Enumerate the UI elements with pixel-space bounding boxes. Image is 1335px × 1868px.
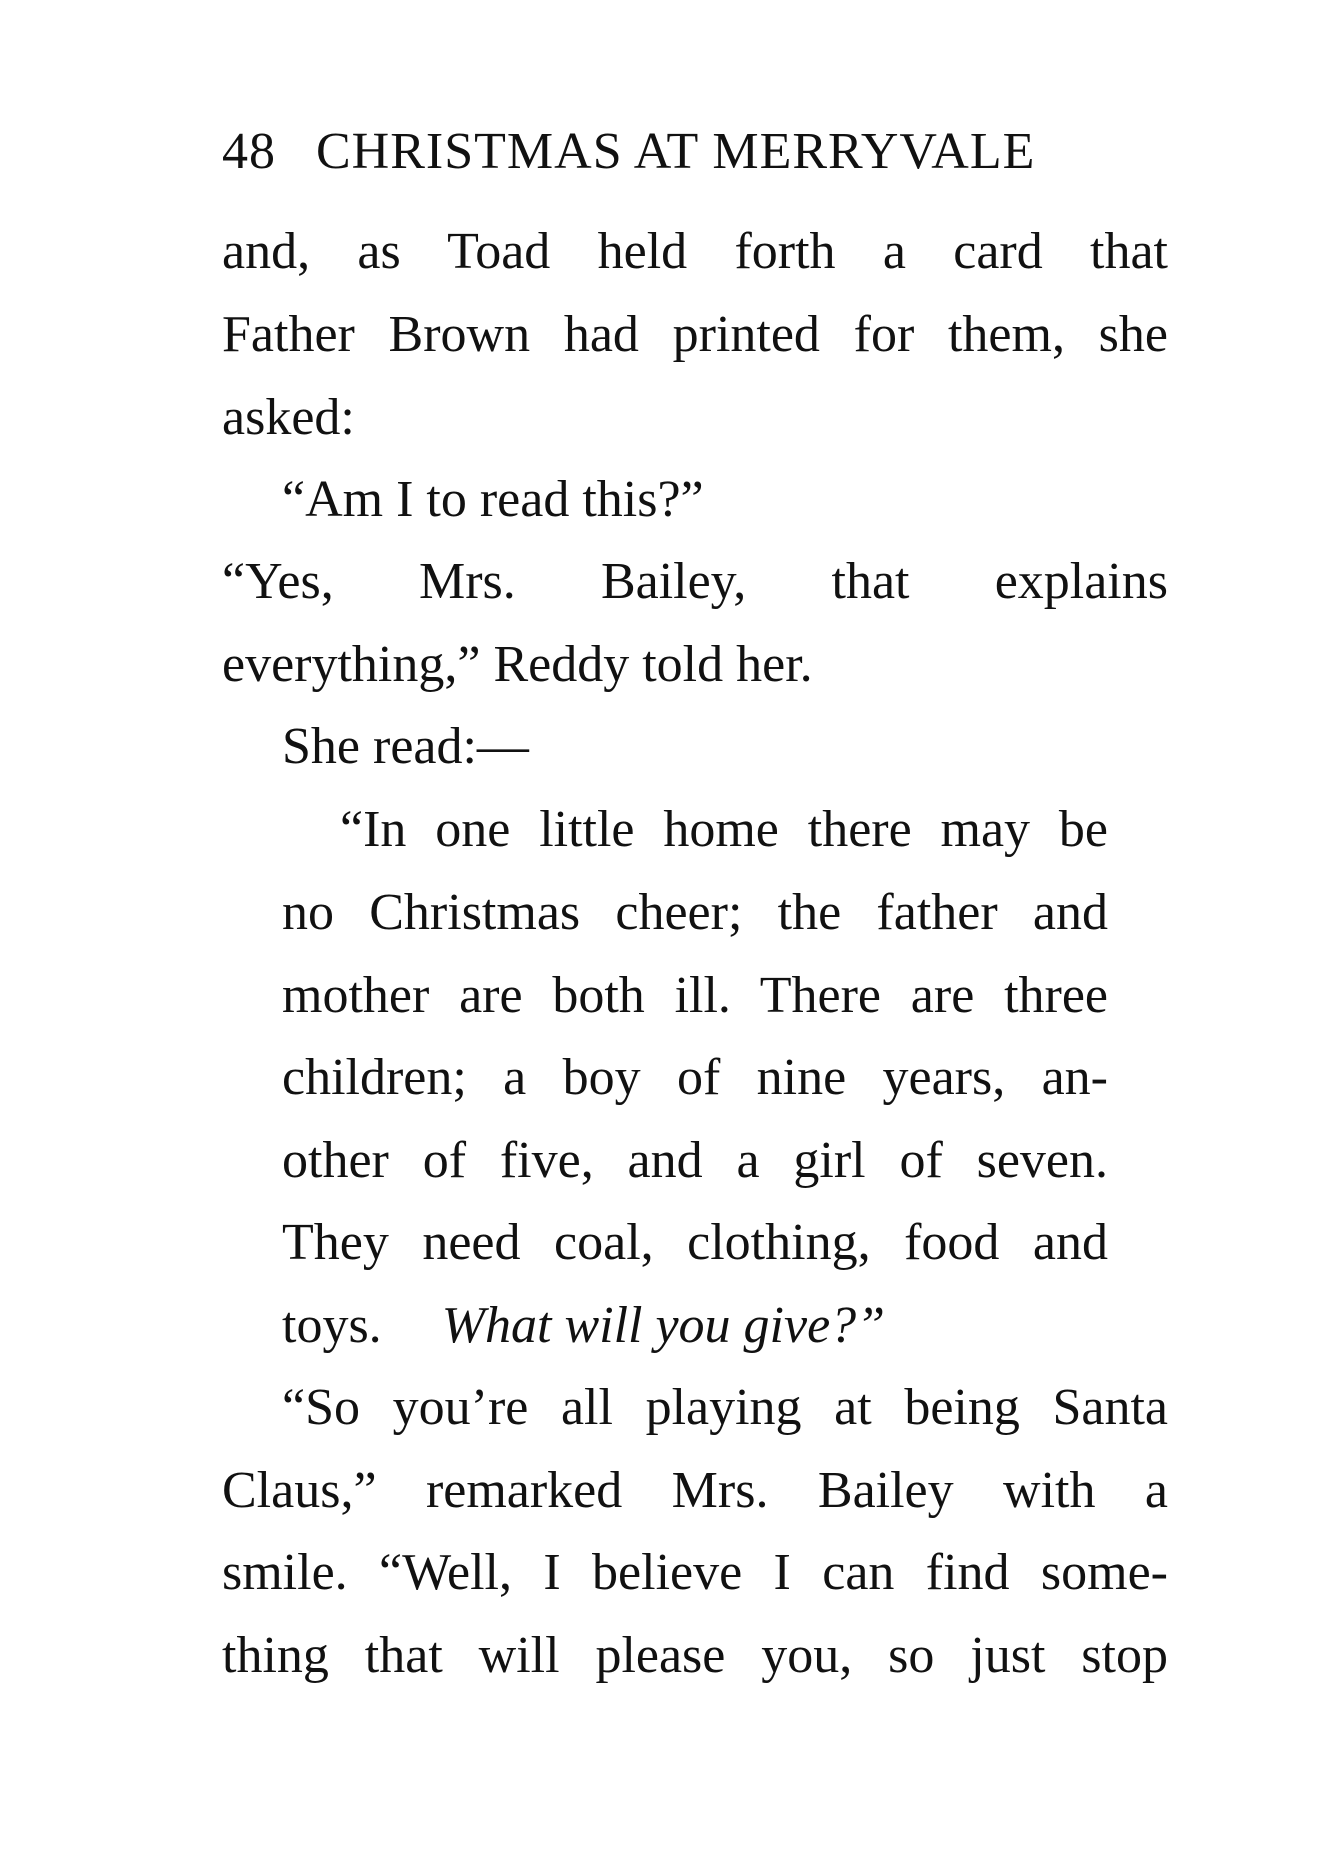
body-line: She read:—	[282, 718, 529, 775]
page-number: 48	[222, 123, 276, 180]
body-line: “So you’re all playing at being Santa	[282, 1379, 1168, 1436]
quoted-card-line: no Christmas cheer; the father and	[282, 884, 1108, 941]
body-line: smile. “Well, I believe I can find some-	[222, 1544, 1168, 1601]
body-line: everything,” Reddy told her.	[222, 636, 813, 693]
quoted-card-question: What will you give?”	[441, 1297, 886, 1354]
body-line: and, as Toad held forth a card that	[222, 223, 1168, 280]
quoted-card-line: “In one little home there may be	[340, 801, 1108, 858]
quoted-card-line: They need coal, clothing, food and	[282, 1214, 1108, 1271]
body-line: asked:	[222, 389, 355, 446]
body-line: “Am I to read this?”	[282, 471, 704, 528]
running-head	[222, 112, 1035, 192]
body-line: Father Brown had printed for them, she	[222, 306, 1168, 363]
quoted-card-line: other of five, and a girl of seven.	[282, 1132, 1108, 1189]
body-line: “Yes, Mrs. Bailey, that explains	[222, 553, 1168, 610]
body-line: thing that will please you, so just stop	[222, 1627, 1168, 1684]
running-title: CHRISTMAS AT MERRYVALE	[316, 123, 1036, 180]
quoted-card-line: children; a boy of nine years, an-	[282, 1049, 1108, 1106]
quoted-card-text: toys.	[282, 1297, 382, 1354]
quoted-card-final-line	[282, 1286, 885, 1366]
quoted-card-line: mother are both ill. There are three	[282, 967, 1108, 1024]
body-line: Claus,” remarked Mrs. Bailey with a	[222, 1462, 1168, 1519]
